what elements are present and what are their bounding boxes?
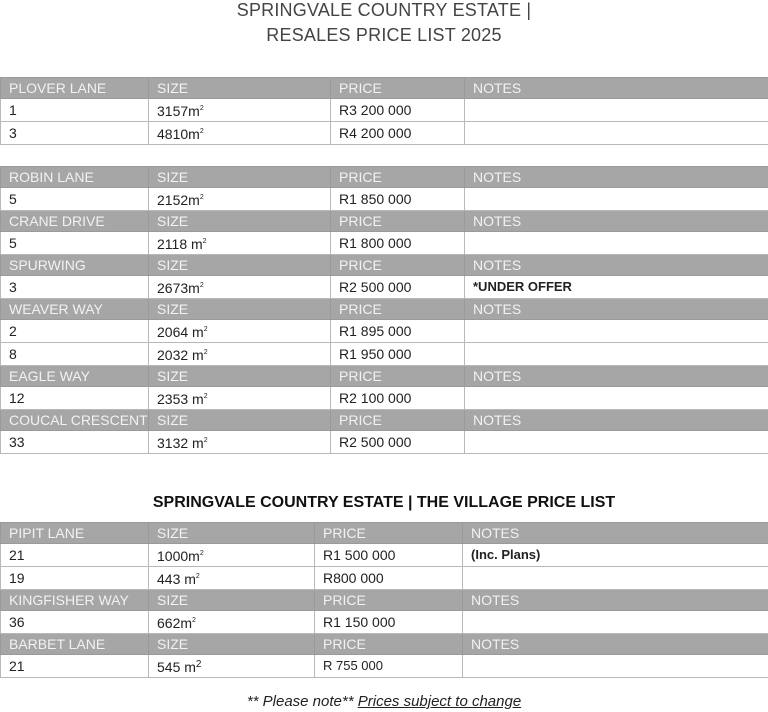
plot-notes [465,122,768,145]
plot-size: $1000m^2$ [149,544,315,567]
price-header: PRICE [331,299,465,320]
table-row [1,232,768,255]
street-header-row [1,255,768,276]
notes-header: NOTES [465,299,768,320]
plot-size: $2673m^2$ [149,276,331,299]
size-header: SIZE [149,634,315,655]
plot-price: R4 200 000 [331,122,465,145]
price-header: PRICE [331,78,465,99]
plot-price: R1 950 000 [331,343,465,366]
price-header: PRICE [315,634,463,655]
size-header: SIZE [149,78,331,99]
street-name: KINGFISHER WAY [1,590,149,611]
size-header: SIZE [149,366,331,387]
plot-size: $4810m^2$ [149,122,331,145]
table-row [1,431,768,454]
street-header-row [1,590,768,611]
notes-header: NOTES [465,167,768,188]
plot-price: R1 150 000 [315,611,463,634]
plot-price: R2 500 000 [331,276,465,299]
street-header-row [1,78,768,99]
plot-size: 3132 $m^2$ [149,431,331,454]
table-row [1,567,768,590]
plot-number: 5 [1,188,149,211]
price-header: PRICE [331,410,465,431]
plot-notes [465,232,768,255]
plot-number: 36 [1,611,149,634]
plot-price: R3 200 000 [331,99,465,122]
plot-price: R1 850 000 [331,188,465,211]
street-name: WEAVER WAY [1,299,149,320]
street-name: CRANE DRIVE [1,211,149,232]
size-header: SIZE [149,523,315,544]
table-row [1,99,768,122]
price-header: PRICE [331,366,465,387]
village-table [0,522,768,678]
page-title-line-2: RESALES PRICE LIST 2025 [266,25,502,45]
street-header-row [1,523,768,544]
street-header-row [1,167,768,188]
plot-number: 1 [1,99,149,122]
plot-notes [463,611,768,634]
price-header: PRICE [331,211,465,232]
street-name: BARBET LANE [1,634,149,655]
table-row [1,655,768,678]
plot-size: 443 $m^2$ [149,567,315,590]
plot-size: $3157m^2$ [149,99,331,122]
table-row [1,276,768,299]
page-title-line-1: SPRINGVALE COUNTRY ESTATE | [236,0,532,20]
street-name: PIPIT LANE [1,523,149,544]
street-header-row [1,211,768,232]
plot-notes [465,99,768,122]
size-header: SIZE [149,410,331,431]
price-header: PRICE [331,167,465,188]
size-header: SIZE [149,590,315,611]
table-row [1,320,768,343]
village-section-title: SPRINGVALE COUNTRY ESTATE | THE VILLAGE PRICE LIST [152,494,616,511]
plot-size: 2064 $m^2$ [149,320,331,343]
resales-table-plover [0,77,768,145]
plot-size: 545 $m^2$ [149,655,315,678]
plot-notes [465,431,768,454]
size-header: SIZE [149,255,331,276]
plot-notes [463,567,768,590]
plot-price: R2 100 000 [331,387,465,410]
street-header-row [1,366,768,387]
table-row [1,122,768,145]
notes-header: NOTES [465,211,768,232]
plot-size: 2118 $m^2$ [149,232,331,255]
street-name: COUCAL CRESCENT [1,410,149,431]
footer-note [0,693,768,710]
plot-notes [465,387,768,410]
street-name: ROBIN LANE [1,167,149,188]
size-header: SIZE [149,299,331,320]
plot-price: R1 800 000 [331,232,465,255]
plot-size: $2152m^2$ [149,188,331,211]
notes-header: NOTES [463,634,768,655]
notes-header: NOTES [465,255,768,276]
plot-number: 2 [1,320,149,343]
prices-subject-to-change-link[interactable]: Prices subject to change [357,693,522,710]
plot-number: 8 [1,343,149,366]
resales-table-main [0,166,768,454]
price-header: PRICE [315,590,463,611]
size-header: SIZE [149,211,331,232]
plot-price: R2 500 000 [331,431,465,454]
please-note-text: ** Please note** [246,693,358,710]
plot-notes [465,320,768,343]
plot-size: 2353 $m^2$ [149,387,331,410]
plot-number: 5 [1,232,149,255]
table-row [1,343,768,366]
plot-notes [465,188,768,211]
notes-header: NOTES [465,410,768,431]
plot-number: 33 [1,431,149,454]
plot-number: 21 [1,544,149,567]
table-row [1,544,768,567]
plot-price: R800 000 [315,567,463,590]
street-name: PLOVER LANE [1,78,149,99]
table-row [1,188,768,211]
plot-price: R1 500 000 [315,544,463,567]
notes-header: NOTES [465,78,768,99]
notes-header: NOTES [463,523,768,544]
street-header-row [1,410,768,431]
plot-price: R 755 000 [315,655,463,678]
plot-notes [465,343,768,366]
street-header-row [1,299,768,320]
plot-price: R1 895 000 [331,320,465,343]
price-header: PRICE [331,255,465,276]
notes-header: NOTES [465,366,768,387]
street-name: EAGLE WAY [1,366,149,387]
plot-notes: (Inc. Plans) [463,544,768,567]
plot-number: 21 [1,655,149,678]
plot-size: $662m^2$ [149,611,315,634]
street-name: SPURWING [1,255,149,276]
plot-number: 12 [1,387,149,410]
street-header-row [1,634,768,655]
price-header: PRICE [315,523,463,544]
table-row [1,611,768,634]
plot-notes [463,655,768,678]
plot-number: 3 [1,276,149,299]
size-header: SIZE [149,167,331,188]
plot-number: 19 [1,567,149,590]
plot-number: 3 [1,122,149,145]
plot-size: 2032 $m^2$ [149,343,331,366]
notes-header: NOTES [463,590,768,611]
table-row [1,387,768,410]
under-offer-badge: *UNDER OFFER [465,276,768,299]
